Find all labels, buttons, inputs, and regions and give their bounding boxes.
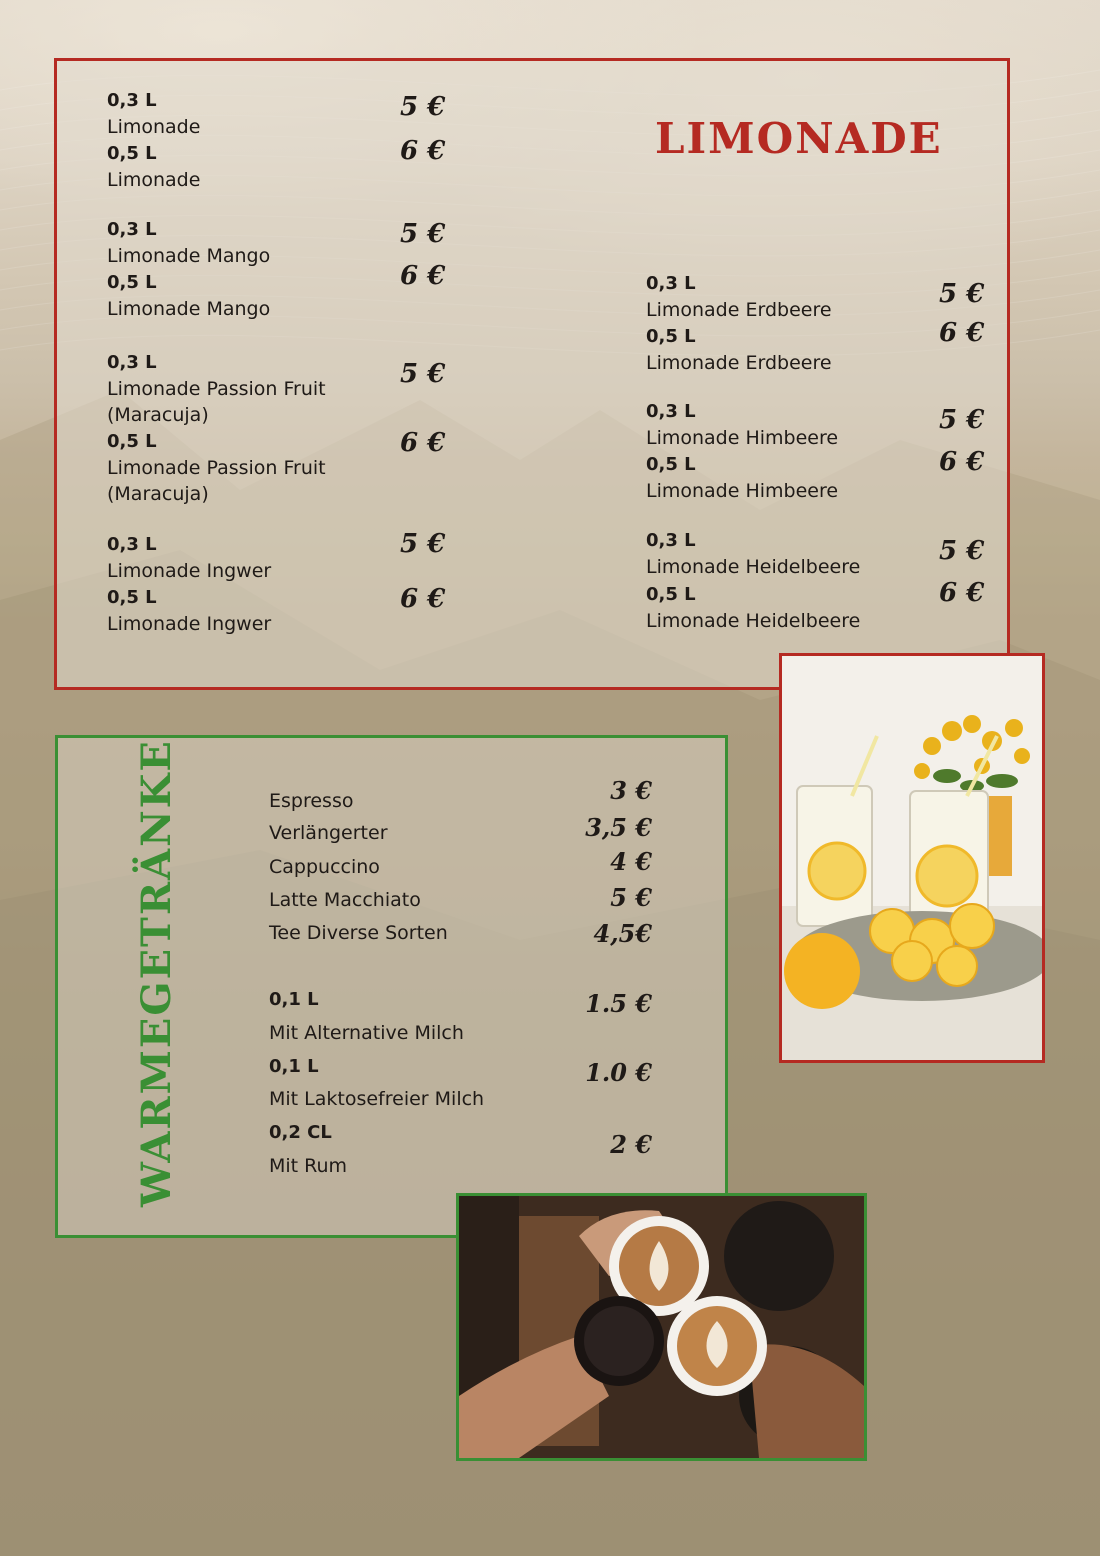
item-name: Limonade Passion Fruit (Maracuja): [107, 378, 326, 426]
menu-item: [646, 271, 926, 323]
menu-item: [107, 429, 347, 507]
item-price: 6 €: [939, 318, 985, 348]
item-size: 0,3 L: [646, 273, 696, 294]
item-price: 5 €: [939, 279, 985, 309]
extra-price: 2 €: [610, 1130, 652, 1159]
item-price: 4,5€: [593, 919, 652, 948]
item-size: 0,5 L: [646, 454, 696, 475]
item-price: 3 €: [610, 776, 652, 805]
item-price: 4 €: [610, 847, 652, 876]
menu-item-name: Espresso: [269, 790, 354, 812]
item-name: Limonade Erdbeere: [646, 299, 832, 321]
lemonade-glasses-illustration: [782, 656, 1042, 1060]
coffee-cheers-illustration: [459, 1196, 864, 1458]
menu-item: [646, 528, 926, 580]
extra-name: Mit Laktosefreier Milch: [269, 1088, 485, 1110]
extra-price: 1.0 €: [585, 1058, 652, 1087]
menu-item: [646, 399, 926, 451]
item-size: 0,5 L: [107, 587, 157, 608]
item-size: 0,3 L: [107, 534, 157, 555]
menu-item: [107, 350, 347, 428]
menu-item-name: Cappuccino: [269, 856, 380, 878]
item-price: 5 €: [400, 219, 446, 249]
item-price: 6 €: [400, 428, 446, 458]
item-price: 5 €: [939, 536, 985, 566]
item-size: 0,5 L: [107, 143, 157, 164]
item-name: Limonade Mango: [107, 245, 271, 267]
item-price: 5 €: [400, 92, 446, 122]
item-size: 0,3 L: [107, 90, 157, 111]
item-name: Limonade Passion Fruit (Maracuja): [107, 457, 326, 505]
item-name: Limonade Mango: [107, 298, 271, 320]
extra-price: 1.5 €: [585, 989, 652, 1018]
item-name: Limonade Ingwer: [107, 560, 272, 582]
item-price: 3,5 €: [585, 813, 652, 842]
warmgetraenke-title: WARMEGETRÄNKE: [133, 739, 180, 1207]
item-size: 0,3 L: [646, 530, 696, 551]
item-size: 0,5 L: [646, 584, 696, 605]
menu-item: [107, 141, 387, 193]
item-name: Limonade Heidelbeere: [646, 610, 861, 632]
limonade-title: LIMONADE: [655, 114, 943, 163]
item-size: 0,3 L: [107, 219, 157, 240]
menu-item-name: Tee Diverse Sorten: [269, 922, 448, 944]
item-price: 6 €: [400, 584, 446, 614]
item-name: Limonade: [107, 169, 201, 191]
item-price: 6 €: [939, 578, 985, 608]
extra-size: 0,1 L: [269, 989, 319, 1010]
item-size: 0,5 L: [107, 272, 157, 293]
menu-item: [107, 217, 387, 269]
item-name: Limonade Himbeere: [646, 480, 839, 502]
extra-size: 0,2 CL: [269, 1122, 332, 1143]
item-price: 6 €: [400, 136, 446, 166]
item-name: Limonade: [107, 116, 201, 138]
item-size: 0,3 L: [107, 352, 157, 373]
menu-item-name: Latte Macchiato: [269, 889, 421, 911]
item-price: 6 €: [400, 261, 446, 291]
item-name: Limonade Ingwer: [107, 613, 272, 635]
menu-item-name: Verlängerter: [269, 822, 388, 844]
menu-item: [107, 270, 387, 322]
menu-item: [107, 532, 387, 584]
item-price: 5 €: [400, 529, 446, 559]
coffee-photo: [456, 1193, 867, 1461]
item-size: 0,3 L: [646, 401, 696, 422]
menu-item: [646, 582, 926, 634]
item-price: 5 €: [400, 359, 446, 389]
menu-item: [107, 585, 387, 637]
item-name: Limonade Erdbeere: [646, 352, 832, 374]
item-price: 5 €: [939, 405, 985, 435]
item-size: 0,5 L: [646, 326, 696, 347]
item-size: 0,5 L: [107, 431, 157, 452]
extra-name: Mit Rum: [269, 1155, 348, 1177]
extra-name: Mit Alternative Milch: [269, 1022, 464, 1044]
menu-item: [107, 88, 387, 140]
extra-size: 0,1 L: [269, 1056, 319, 1077]
item-name: Limonade Himbeere: [646, 427, 839, 449]
menu-item: [646, 324, 926, 376]
lemonade-photo: [779, 653, 1045, 1063]
item-price: 6 €: [939, 447, 985, 477]
item-name: Limonade Heidelbeere: [646, 556, 861, 578]
item-price: 5 €: [610, 883, 652, 912]
menu-item: [646, 452, 926, 504]
